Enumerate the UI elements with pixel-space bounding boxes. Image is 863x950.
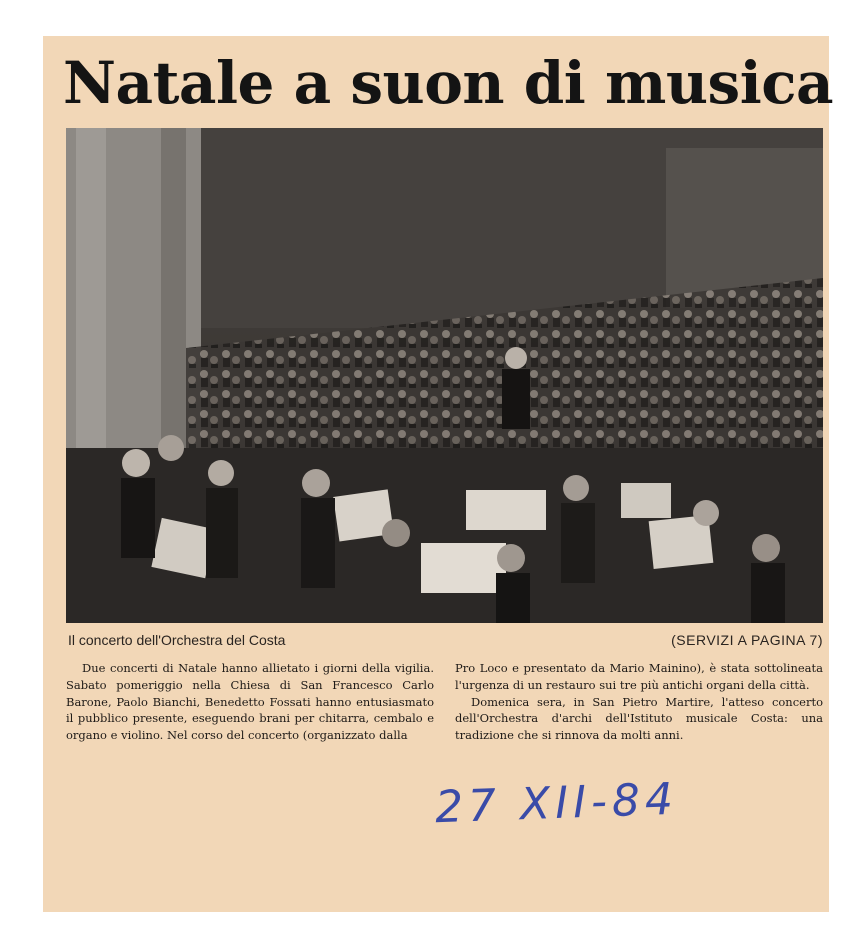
headline: Natale a suon di musica — [63, 49, 834, 117]
handwritten-date: 27 XII-84 — [434, 773, 679, 834]
article-column-1 — [66, 660, 434, 744]
concert-photo — [66, 128, 823, 623]
article-paragraph: Domenica sera, in San Pietro Martire, l'atteso concerto dell'Orchestra d'archi dell'Istituto musicale Costa: una tradizione che si rinnova da molti anni. — [455, 694, 823, 743]
article-paragraph: Pro Loco e presentato da Mario Mainino), è stata sottolineata l'urgenza di un restauro sui tre più antichi organi della città. — [455, 661, 823, 692]
concert-photo-illustration — [66, 128, 823, 623]
article-column-2 — [455, 660, 823, 744]
photo-caption: Il concerto dell'Orchestra del Costa — [68, 632, 286, 648]
article-paragraph: Due concerti di Natale hanno allietato i giorni della vigilia. Sabato pomeriggio nella Chiesa di San Francesco Carlo Barone, Paolo Bianchi, Benedetto Fossati hanno entusiasmato il pubblico presente, eseguendo brani per chitarra, cembalo e organo e violino. Nel corso del concerto (organizzato dalla — [66, 661, 434, 743]
page-reference: (SERVIZI A PAGINA 7) — [671, 632, 823, 648]
